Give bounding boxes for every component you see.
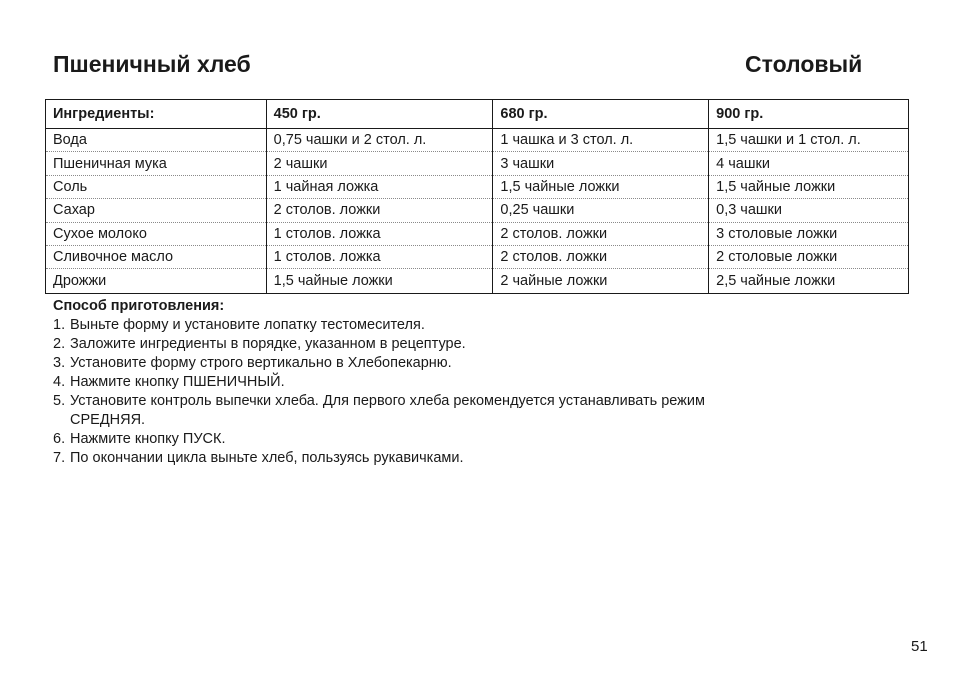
list-item	[53, 354, 853, 373]
list-item	[53, 430, 853, 449]
amount-900g: 1,5 чайные ложки	[709, 175, 909, 198]
step-text: Выньте форму и установите лопатку тестомесителя.	[70, 317, 425, 333]
step-number: 4.	[53, 374, 66, 390]
header-900g: 900 гр.	[709, 100, 909, 129]
ingredient-name: Сливочное масло	[46, 245, 267, 268]
step-text: Установите форму строго вертикально в Хлебопекарню.	[70, 355, 452, 371]
step-text: Нажмите кнопку ПУСК.	[70, 431, 226, 447]
table-row	[46, 222, 909, 245]
list-item	[53, 449, 853, 468]
ingredient-name: Дрожжи	[53, 273, 107, 290]
step-number: 7.	[53, 450, 66, 466]
step-text: Нажмите кнопку ПШЕНИЧНЫЙ.	[70, 374, 285, 390]
ingredient-name: Соль	[46, 175, 267, 198]
amount-450g: 0,75 чашки и 2 стол. л.	[266, 129, 493, 152]
method-title: Способ приготовления:	[53, 298, 225, 314]
ingredient-name: Пшеничная мука	[46, 152, 267, 175]
amount-900g: 4 чашки	[709, 152, 909, 175]
table-row	[46, 175, 909, 198]
amount-680g: 1,5 чайные ложки	[493, 175, 709, 198]
step-number: 5.	[53, 393, 66, 409]
list-item	[53, 392, 853, 430]
list-item	[53, 335, 853, 354]
list-item	[53, 316, 853, 335]
method-steps	[53, 316, 853, 468]
amount-680g: 0,25 чашки	[493, 199, 709, 222]
table-row	[46, 152, 909, 175]
amount-450g: 1 столов. ложка	[266, 245, 493, 268]
step-number: 6.	[53, 431, 66, 447]
table-header-row	[46, 100, 909, 129]
header-ingredients: Ингредиенты:	[46, 100, 267, 129]
step-number: 2.	[53, 336, 66, 352]
amount-900g: 1,5 чашки и 1 стол. л.	[709, 129, 909, 152]
ingredient-name: Вода	[46, 129, 267, 152]
step-text: Заложите ингредиенты в порядке, указанном в рецептуре.	[70, 336, 466, 352]
amount-900g: 0,3 чашки	[709, 199, 909, 222]
amount-450g: 1 столов. ложка	[266, 222, 493, 245]
list-item	[53, 373, 853, 392]
step-text: По окончании цикла выньте хлеб, пользуясь рукавичками.	[70, 450, 464, 466]
step-number: 3.	[53, 355, 66, 371]
step-text: Установите контроль выпечки хлеба. Для первого хлеба рекомендуется устанавливать режим СРЕДНЯЯ.	[70, 393, 705, 428]
amount-450g: 2 чашки	[266, 152, 493, 175]
ingredient-name: Сахар	[46, 199, 267, 222]
step-number: 1.	[53, 317, 66, 333]
amount-450g: 1 чайная ложка	[266, 175, 493, 198]
amount-900g: 3 столовые ложки	[709, 222, 909, 245]
page-subtitle: Столовый	[745, 51, 863, 77]
amount-900g: 2,5 чайные ложки	[709, 269, 909, 294]
amount-680g: 2 столов. ложки	[493, 222, 709, 245]
amount-900g: 2 столовые ложки	[709, 245, 909, 268]
header-450g: 450 гр.	[266, 100, 493, 129]
table-row	[46, 245, 909, 268]
table-row	[46, 129, 909, 152]
amount-680g: 3 чашки	[493, 152, 709, 175]
amount-450g: 2 столов. ложки	[266, 199, 493, 222]
ingredient-name: Сухое молоко	[46, 222, 267, 245]
page-title: Пшеничный хлеб	[53, 51, 251, 77]
table-row	[46, 199, 909, 222]
ingredients-table	[45, 99, 909, 294]
page-number: 51	[911, 638, 928, 655]
amount-450g: 1,5 чайные ложки	[266, 269, 493, 294]
table-row	[46, 269, 909, 294]
amount-680g: 1 чашка и 3 стол. л.	[493, 129, 709, 152]
method-section	[53, 297, 853, 468]
header-680g: 680 гр.	[493, 100, 709, 129]
amount-680g: 2 столов. ложки	[493, 245, 709, 268]
amount-680g: 2 чайные ложки	[493, 269, 709, 294]
